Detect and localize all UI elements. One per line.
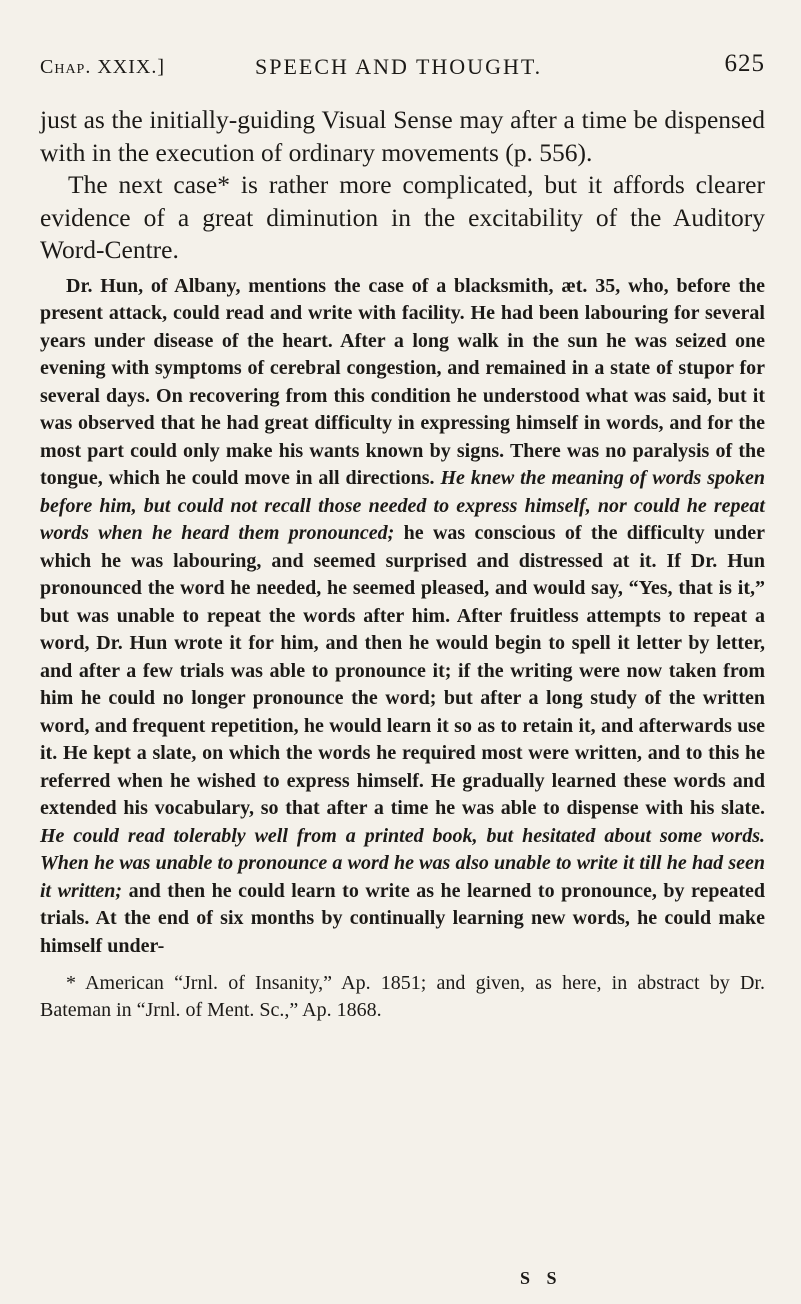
page-number: 625 — [724, 50, 765, 77]
signature-mark: S S — [520, 1268, 563, 1288]
paragraph-continued: just as the initially-guiding Visual Sense may after a time be dispensed with in the execution of ordinary movements (p. 556). — [40, 105, 765, 167]
paragraph-next-case: The next case* is rather more complicated, but it affords clearer evidence of a great diminution in the excitability of the Auditory Word-Centre. — [40, 170, 765, 264]
case-text-2: he was conscious of the difficulty under which he was labouring, and seemed surprised and distressed at it. If Dr. Hun pronounced the word he needed, he seemed pleased, and would say, “Yes, that is it,” but was unable to repeat the words after him. After fruitless attempts to repeat a word, Dr. Hun wrote it for him, and then he would begin to spell it letter by letter, and after a few trials was able to pronounce it; if the writing were now taken from him he could no longer pronounce the word; but after a long study of the written word, and frequent repetition, he would learn it so as to retain it, and afterwards use it. He kept a slate, on which the words he required most were written, and to this he referred when he wished to express himself. He gradually learned these words and extended his vocabulary, so that after a time he was able to dispense with his slate. — [40, 522, 765, 819]
case-text-1: Dr. Hun, of Albany, mentions the case of a blacksmith, æt. 35, who, before the present attack, could read and write with facility. He had been labouring for several years under disease of the heart. After a long walk in the sun he was seized one evening with symptoms of cerebral congestion, and remained in a state of stupor for several days. On recovering from this condition he understood what was said, but it was observed that he had great difficulty in expressing himself in words, and for the most part could only make his wants known by signs. There was no paralysis of the tongue, which he could move in all directions. — [40, 274, 765, 489]
case-italic-2: He could read tolerably well from a printed book, but hesitated about some words. When he was unable to pronounce a word he was also unable to write it till he had seen it written; — [40, 824, 765, 902]
case-italic-1: He knew the meaning of words spoken before him, but could not recall those needed to express himself, nor could he repeat words when he heard them pronounced; — [40, 467, 765, 544]
case-paragraph — [40, 273, 765, 961]
book-page — [40, 50, 765, 1024]
main-text — [40, 104, 765, 267]
case-text-3: and then he could learn to write as he learned to pronounce, by repeated trials. At the end of six months by continually learning new words, he could make himself under- — [40, 879, 765, 957]
chapter-label: Chap. XXIX.] — [40, 56, 165, 78]
footnote: * American “Jrnl. of Insanity,” Ap. 1851; and given, as here, in abstract by Dr. Bateman in “Jrnl. of Ment. Sc.,” Ap. 1868. — [40, 972, 765, 1021]
running-head — [40, 50, 765, 86]
case-report — [40, 273, 765, 961]
running-title: SPEECH AND THOUGHT. — [255, 54, 543, 79]
